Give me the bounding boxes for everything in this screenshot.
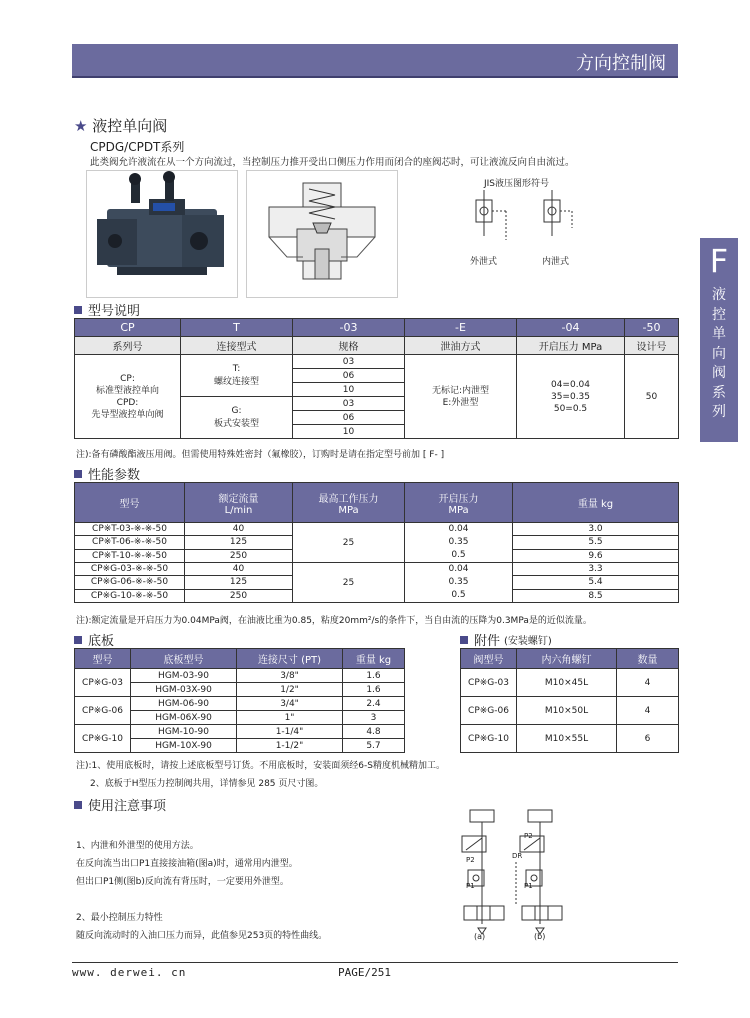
perf-open-pressure: 0.04 0.35 0.5 <box>405 523 513 563</box>
notice-line: 但出口P1侧(图b)反向流有背压时，一定要用外泄型。 <box>76 877 289 887</box>
perf-open-pressure: 0.04 0.35 0.5 <box>405 563 513 603</box>
circuit-diagram <box>452 806 592 946</box>
notice-heading: 使用注意事项 <box>74 795 166 814</box>
base-note-1: 注):1、使用底板时，请按上述底板型号订货。不用底板时，安装面须经6-S精度机械精加工。 <box>76 761 445 771</box>
notice-line: 1、内泄和外泄型的使用方法。 <box>76 841 199 851</box>
model-code: -E <box>405 319 517 337</box>
drain-cell: 无标记:内泄型 E:外泄型 <box>405 355 517 439</box>
conn-type-t: T: 螺纹连接型 <box>181 355 293 397</box>
model-note: 注):备有磷酸酯液压用阀。但需使用特殊姓密封（氟橡胶），订购时是请在指定型号前加 [ F- ] <box>76 450 445 460</box>
footer-url[interactable]: www. derwei. cn <box>72 966 187 979</box>
design-cell: 50 <box>625 355 679 439</box>
base-note-2: 2、底板于H型压力控制阀共用，详情参见 285 页尺寸图。 <box>90 779 324 789</box>
jis-symbol-title: JIS液压图形符号 <box>484 179 550 189</box>
size-cell: 10 <box>293 425 405 439</box>
model-table <box>74 318 679 439</box>
figure-a-label: (a) <box>474 932 486 941</box>
size-cell: 10 <box>293 383 405 397</box>
figure-b-label: (b) <box>534 932 546 941</box>
model-label: 泄油方式 <box>405 337 517 355</box>
header-title: 方向控制阀 <box>576 53 666 74</box>
pressure-cell: 04=0.04 35=0.35 50=0.5 <box>517 355 625 439</box>
port-label: P1 <box>524 882 533 890</box>
size-cell: 03 <box>293 397 405 411</box>
port-label: P2 <box>466 856 475 864</box>
notice-line: 在反向流当出口P1直接接油箱(图a)时，通常用内泄型。 <box>76 859 298 869</box>
perf-model: CP※T-06-※-※-50 <box>75 536 185 549</box>
footer <box>0 958 750 988</box>
base-table: 型号 底板型号 连接尺寸 (PT) 重量 kg CP※G-03 HGM-03-90 3/8" 1.6 HGM-03X-90 1/2" 1.6 CP※G-06 HGM-06-90 3/4" 2.4 HGM-06X-90 1" 3 CP※G-10 HGM-10-90 1-1/4" 4.8 HGM-10X-90 1-1/2" 5.7 <box>74 648 405 753</box>
model-label: 系列号 <box>75 337 181 355</box>
jis-internal-label: 内泄式 <box>542 257 570 267</box>
size-cell: 06 <box>293 411 405 425</box>
perf-header: 重量 kg <box>513 483 679 523</box>
model-heading: 型号说明 <box>74 300 140 319</box>
perf-header: 开启压力 MPa <box>405 483 513 523</box>
perf-model: CP※G-06-※-※-50 <box>75 576 185 589</box>
base-model: CP※G-10 <box>75 725 131 753</box>
size-cell: 03 <box>293 355 405 369</box>
base-heading: 底板 <box>74 630 114 649</box>
perf-model: CP※T-03-※-※-50 <box>75 523 185 536</box>
acc-heading: 附件 (安装螺钉) <box>460 630 552 649</box>
base-model: CP※G-03 <box>75 669 131 697</box>
acc-table: 阀型号 内六角螺钉 数量 CP※G-03 M10×45L 4 CP※G-06 M10×50L 4 CP※G-10 M10×55L 6 <box>460 648 679 753</box>
notice-line: 2、最小控制压力特性 <box>76 913 163 923</box>
perf-header: 型号 <box>75 483 185 523</box>
model-code: T <box>181 319 293 337</box>
perf-note: 注):额定流量是开启压力为0.04MPa阀，在油液比重为0.85，粘度20mm²/s的条件下，当自由流的压降为0.3MPa是的近似流量。 <box>76 616 592 626</box>
perf-header: 最高工作压力 MPa <box>293 483 405 523</box>
perf-table: 型号 额定流量 L/min 最高工作压力 MPa 开启压力 MPa 重量 kg CP※T-03-※-※-50 40 25 0.04 0.35 0.5 3.0 CP※T-06-※-※-50 125 5.5 CP※T-10-※-※-50 250 9.6 CP※G-03-※-※-50 40 25 0.04 0.35 0.5 3.3 CP※G-06-※-※-50 125 5.4 CP※G-10-※-※-50 250 8.5 <box>74 482 679 603</box>
model-label: 设计号 <box>625 337 679 355</box>
model-label: 规格 <box>293 337 405 355</box>
product-photo <box>86 170 238 298</box>
series-title: CPDG/CPDT系列 <box>90 140 185 154</box>
side-tab-letter: F <box>709 242 729 280</box>
size-cell: 06 <box>293 369 405 383</box>
page-number: PAGE/251 <box>338 966 391 979</box>
port-label: DR <box>512 852 523 860</box>
notice-line: 随反向流动时的入油口压力而异，此值参见253页的特性曲线。 <box>76 931 328 941</box>
base-model: CP※G-06 <box>75 697 131 725</box>
model-code: CP <box>75 319 181 337</box>
port-label: P2 <box>524 832 533 840</box>
perf-model: CP※G-03-※-※-50 <box>75 563 185 576</box>
jis-external-label: 外泄式 <box>470 257 498 267</box>
series-cell: CP: 标准型液控单向 CPD: 先导型液控单向阀 <box>75 355 181 439</box>
perf-model: CP※G-10-※-※-50 <box>75 589 185 602</box>
perf-max-pressure: 25 <box>293 563 405 603</box>
product-description: 此类阀允许液流在从一个方向流过，当控制压力推开受出口侧压力作用而闭合的座阀芯时，可让液流反向自由流过。 <box>90 157 575 168</box>
perf-max-pressure: 25 <box>293 523 405 563</box>
header-bar <box>72 44 678 78</box>
model-code: -03 <box>293 319 405 337</box>
model-label: 连接型式 <box>181 337 293 355</box>
perf-heading: 性能参数 <box>74 464 140 483</box>
perf-header: 额定流量 L/min <box>185 483 293 523</box>
conn-type-g: G: 板式安装型 <box>181 397 293 439</box>
section-drawing <box>246 170 398 298</box>
model-label: 开启压力 MPa <box>517 337 625 355</box>
perf-model: CP※T-10-※-※-50 <box>75 549 185 562</box>
side-tab-label: 液控单向阀系列 <box>712 287 726 420</box>
side-tab <box>700 238 738 442</box>
model-code: -04 <box>517 319 625 337</box>
port-label: P1 <box>466 882 475 890</box>
model-code: -50 <box>625 319 679 337</box>
star-icon: ★ <box>74 117 88 135</box>
product-title: ★ 液控单向阀 <box>74 117 168 135</box>
jis-symbols-diagram <box>462 188 592 248</box>
